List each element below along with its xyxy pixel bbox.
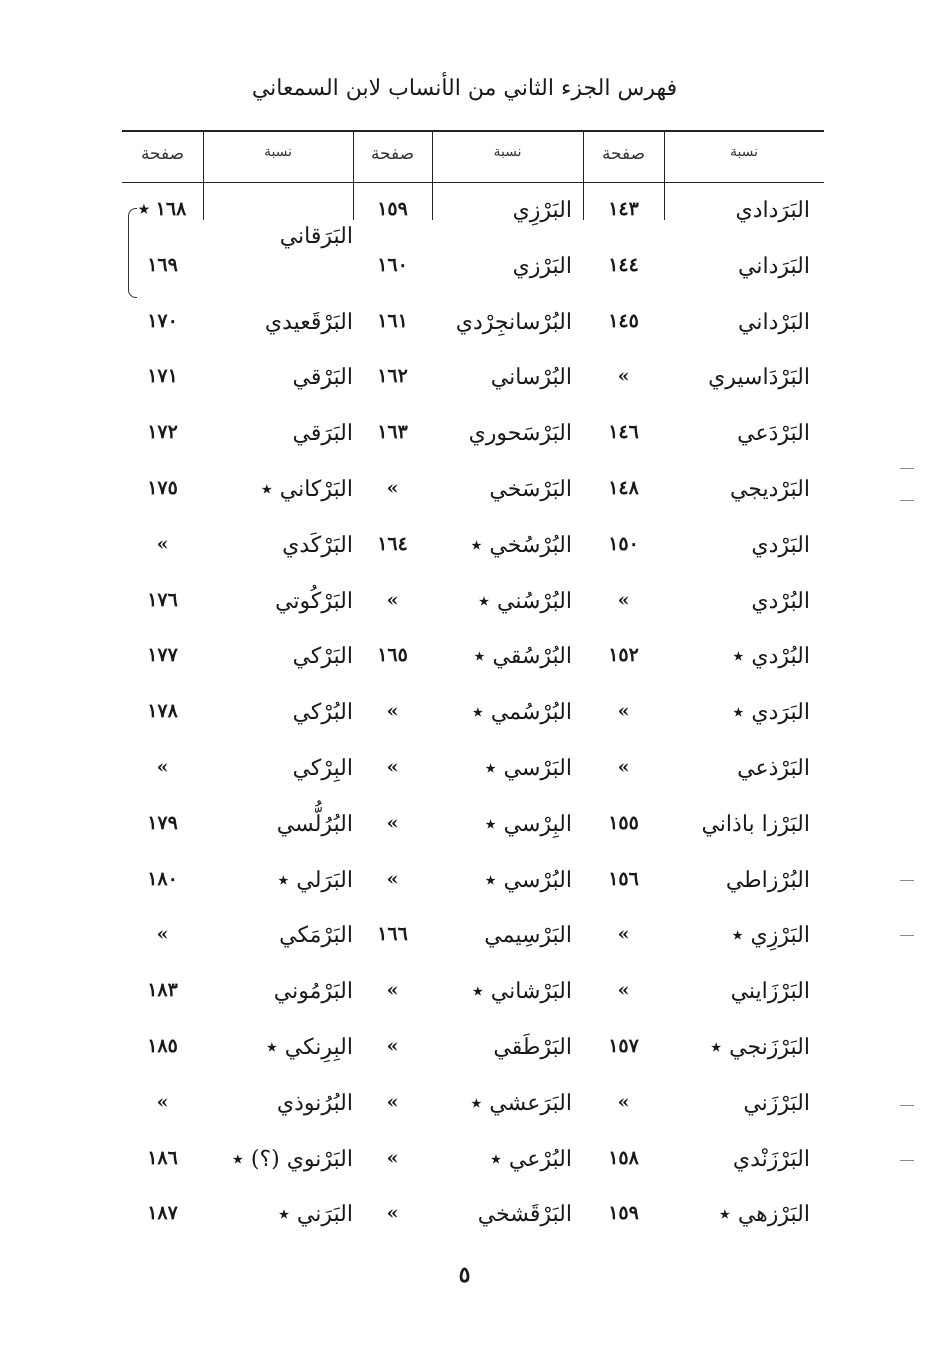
cell-page-3: ١٧٥ bbox=[147, 477, 178, 499]
cell-nisba-3: البَرَقاني bbox=[279, 224, 353, 249]
cell-nisba-3: البَرَلي ٭ bbox=[277, 867, 353, 893]
cell-nisba-1: البَرْدَعي bbox=[737, 421, 810, 447]
cell-nisba-3: البِرْكي bbox=[292, 756, 353, 781]
cell-nisba-2: البُرْسي ٭ bbox=[484, 867, 572, 893]
cell-nisba-2: البَرَعشي ٭ bbox=[470, 1090, 572, 1116]
cell-page-2: » bbox=[386, 1090, 399, 1113]
cell-nisba-1: البُرْدي bbox=[751, 588, 810, 614]
table-row bbox=[0, 469, 929, 525]
cell-page-3: ١٧٨ bbox=[147, 700, 178, 723]
cell-page-1: » bbox=[617, 979, 630, 1002]
table-row bbox=[0, 1083, 929, 1139]
table-row bbox=[0, 246, 929, 302]
cell-page-2: » bbox=[386, 588, 399, 611]
cell-page-3: » bbox=[156, 923, 169, 946]
cell-nisba-2: البُرْسُخي ٭ bbox=[470, 532, 572, 558]
header-nisba-2: نسبة bbox=[493, 144, 522, 160]
cell-nisba-3: البُرْكي bbox=[292, 700, 353, 726]
cell-page-1: ١٥٠ bbox=[608, 532, 639, 555]
cell-nisba-3: البَرْنوي (؟) ٭ bbox=[231, 1146, 353, 1172]
cell-page-2: ١٦١ bbox=[377, 309, 408, 332]
cell-page-2: » bbox=[386, 700, 399, 723]
cell-nisba-1: البَرْزَنْدي bbox=[732, 1146, 810, 1172]
table-row bbox=[0, 1194, 929, 1250]
cell-page-3: ١٧٧ bbox=[147, 644, 178, 667]
cell-page-2: » bbox=[386, 979, 399, 1002]
cell-nisba-1: البَرْدي bbox=[751, 532, 810, 558]
cell-nisba-2: البَرْشاني ٭ bbox=[471, 979, 572, 1005]
cell-nisba-2: البُرْسُمي ٭ bbox=[471, 700, 572, 726]
cell-nisba-3: البَرْقي bbox=[292, 365, 353, 391]
margin-mark bbox=[900, 1105, 914, 1106]
cell-nisba-3: البَرْكَدي bbox=[282, 532, 353, 558]
cell-page-3: ١٨٥ bbox=[147, 1035, 178, 1057]
margin-mark bbox=[900, 500, 914, 501]
cell-page-2: » bbox=[386, 1035, 399, 1057]
cell-page-1: » bbox=[617, 588, 630, 611]
cell-nisba-2: البَرْقَشخي bbox=[477, 1202, 572, 1228]
cell-nisba-3: البَرَقي bbox=[292, 421, 353, 447]
cell-page-1: ١٥٨ bbox=[608, 1146, 639, 1169]
cell-nisba-1: البَرْزَني bbox=[743, 1090, 810, 1116]
cell-page-1: » bbox=[617, 1090, 630, 1113]
cell-nisba-3: البِرِنكي ٭ bbox=[265, 1035, 353, 1060]
cell-page-1: ١٤٤ bbox=[608, 253, 639, 276]
header-rule bbox=[122, 182, 824, 183]
page-title: فهرس الجزء الثاني من الأنساب لابن السمعاني bbox=[251, 76, 678, 101]
cell-nisba-1: البُرْزاطي bbox=[725, 867, 810, 893]
table-row bbox=[0, 692, 929, 748]
table-row bbox=[0, 860, 929, 916]
header-page-1: صفحة bbox=[601, 144, 646, 164]
cell-page-2: ١٦٦ bbox=[377, 923, 408, 946]
cell-nisba-1: البَرَدادي bbox=[735, 198, 810, 223]
header-nisba-1: نسبة bbox=[729, 144, 759, 160]
cell-page-2: ١٦٤ bbox=[377, 532, 408, 555]
cell-page-2: » bbox=[386, 1146, 399, 1169]
table-row bbox=[0, 413, 929, 469]
cell-page-1: ١٤٥ bbox=[608, 309, 639, 332]
cell-nisba-1: البَرْديجي bbox=[729, 477, 810, 502]
cell-page-3: ١٧٦ bbox=[147, 588, 178, 611]
cell-nisba-2: البُرْعي ٭ bbox=[489, 1146, 572, 1172]
table-row bbox=[0, 1139, 929, 1195]
cell-nisba-2: البَرْزِي bbox=[512, 198, 572, 223]
table-row bbox=[0, 636, 929, 692]
cell-nisba-2: البُرْسُقي ٭ bbox=[473, 644, 572, 670]
margin-mark bbox=[900, 1160, 914, 1161]
cell-nisba-1: البَرَداني bbox=[738, 253, 810, 279]
header-page-3: صفحة bbox=[140, 144, 185, 164]
cell-page-3: ١٨٠ bbox=[147, 867, 178, 890]
cell-nisba-2: البَرْسَخي bbox=[489, 477, 572, 502]
cell-page-1: » bbox=[617, 923, 630, 946]
cell-nisba-3: البَرْمُوني bbox=[273, 979, 353, 1005]
cell-nisba-3: البَرَني ٭ bbox=[277, 1202, 353, 1228]
cell-nisba-2: البَرْطَقي bbox=[493, 1035, 572, 1060]
cell-nisba-2: البُرْسانجِرْدي bbox=[455, 309, 572, 335]
cell-page-3: ١٨٦ bbox=[147, 1146, 178, 1169]
cell-nisba-2: البُرْساني bbox=[490, 365, 572, 391]
cell-nisba-1: البَرْزَايني bbox=[730, 979, 810, 1005]
cell-page-3: ١٧٩ bbox=[147, 811, 178, 834]
table-row bbox=[0, 1027, 929, 1083]
table-row bbox=[0, 915, 929, 971]
page-number: ٥ bbox=[458, 1262, 471, 1288]
cell-nisba-3: البَرْكُوتي bbox=[275, 588, 353, 614]
cell-page-1: ١٥٧ bbox=[608, 1035, 639, 1057]
table-header bbox=[0, 132, 929, 182]
table-row bbox=[0, 525, 929, 581]
cell-nisba-1: البَرْزا باذاني bbox=[701, 811, 810, 837]
cell-page-1: ١٥٦ bbox=[608, 867, 639, 890]
table-row bbox=[0, 302, 929, 358]
cell-nisba-3: البَرْقَعيدي bbox=[264, 309, 353, 335]
cell-page-3: ١٦٩ bbox=[147, 253, 178, 276]
cell-page-2: ١٦٢ bbox=[377, 365, 408, 388]
cell-page-1: ١٥٢ bbox=[608, 644, 639, 667]
cell-nisba-2: البَرْسي ٭ bbox=[484, 756, 572, 781]
cell-page-1: » bbox=[617, 365, 630, 388]
cell-nisba-2: البِرْسي ٭ bbox=[484, 811, 572, 837]
cell-nisba-1: البَرْذعي bbox=[737, 756, 810, 781]
cell-nisba-1: البَرَدي ٭ bbox=[732, 700, 810, 726]
table-row bbox=[0, 971, 929, 1027]
cell-page-3: ١٧٠ bbox=[147, 309, 178, 332]
cell-page-1: » bbox=[617, 756, 630, 778]
cell-page-1: » bbox=[617, 700, 630, 723]
cell-nisba-1: البَرْزِي ٭ bbox=[731, 923, 810, 949]
cell-page-1: ١٤٣ bbox=[608, 198, 639, 220]
cell-page-1: ١٤٦ bbox=[608, 421, 639, 444]
cell-page-3: ١٧١ bbox=[147, 365, 178, 388]
cell-page-2: ١٦٥ bbox=[377, 644, 408, 667]
cell-page-2: » bbox=[386, 477, 399, 499]
cell-nisba-3: البَرْمَكي bbox=[279, 923, 353, 949]
cell-nisba-2: البَرْزي bbox=[512, 253, 572, 279]
margin-mark bbox=[900, 935, 914, 936]
table-row bbox=[0, 581, 929, 637]
cell-page-3: » bbox=[156, 532, 169, 555]
cell-nisba-2: البَرْسِيمي bbox=[484, 923, 572, 949]
cell-page-3: ١٧٢ bbox=[147, 421, 178, 444]
cell-page-3: » bbox=[156, 1090, 169, 1113]
table-row bbox=[0, 748, 929, 804]
cell-page-2: » bbox=[386, 1202, 399, 1225]
cell-page-3: ١٦٨ ٭ bbox=[138, 198, 187, 220]
margin-mark bbox=[900, 468, 914, 469]
cell-nisba-1: البَرْدَاسيري bbox=[708, 365, 810, 391]
cell-page-2: » bbox=[386, 811, 399, 834]
table-row bbox=[0, 190, 929, 249]
cell-nisba-2: البُرْسُني ٭ bbox=[478, 588, 572, 614]
cell-nisba-3: البَرْكاني ٭ bbox=[260, 477, 353, 502]
cell-page-3: ١٨٣ bbox=[147, 979, 178, 1002]
cell-page-1: ١٤٨ bbox=[608, 477, 639, 499]
cell-page-3: ١٨٧ bbox=[147, 1202, 178, 1225]
cell-nisba-1: البَرْداني bbox=[738, 309, 810, 335]
margin-mark bbox=[900, 880, 914, 881]
cell-page-1: ١٥٥ bbox=[608, 811, 639, 834]
cell-page-2: » bbox=[386, 867, 399, 890]
table-row bbox=[0, 804, 929, 860]
cell-nisba-2: البَرْسَحوري bbox=[468, 421, 572, 447]
cell-page-1: ١٥٩ bbox=[608, 1202, 639, 1225]
header-nisba-3: نسبة bbox=[263, 144, 293, 160]
cell-nisba-3: البُرُلُّسي bbox=[276, 811, 353, 837]
cell-page-2: ١٥٩ bbox=[377, 198, 408, 220]
cell-nisba-1: البُرْدي ٭ bbox=[732, 644, 810, 670]
cell-page-3: » bbox=[156, 756, 169, 778]
table-row bbox=[0, 357, 929, 413]
cell-nisba-3: البُرُنوذي bbox=[276, 1090, 353, 1116]
cell-page-2: ١٦٠ bbox=[377, 253, 408, 276]
cell-nisba-1: البَرْزَنجي ٭ bbox=[710, 1035, 810, 1060]
cell-page-2: » bbox=[386, 756, 399, 778]
header-page-2: صفحة bbox=[370, 144, 415, 164]
cell-page-2: ١٦٣ bbox=[377, 421, 408, 444]
cell-nisba-1: البَرْزهي ٭ bbox=[718, 1202, 810, 1228]
cell-nisba-3: البَرْكي bbox=[292, 644, 353, 670]
